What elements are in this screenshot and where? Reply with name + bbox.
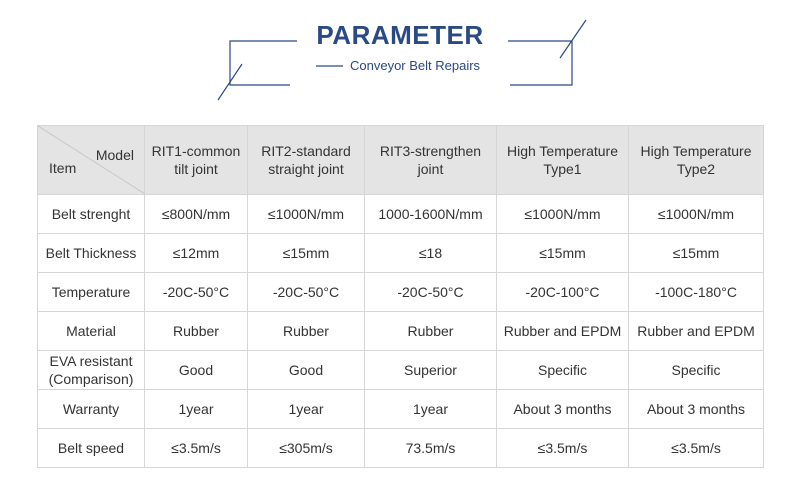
page-subtitle: Conveyor Belt Repairs [350, 58, 481, 73]
page-title: PARAMETER [316, 20, 484, 50]
table-cell: 1000-1600N/mm [365, 195, 497, 234]
table-header-row [38, 126, 764, 195]
table-cell: ≤15mm [629, 234, 764, 273]
table-row [38, 273, 764, 312]
table-cell: -20C-50°C [145, 273, 248, 312]
page-header [0, 0, 800, 110]
table-cell: ≤15mm [248, 234, 365, 273]
table-cell: ≤1000N/mm [629, 195, 764, 234]
table-cell: About 3 months [629, 390, 764, 429]
table-cell: ≤3.5m/s [629, 429, 764, 468]
row-label: Belt Thickness [38, 234, 145, 273]
header-frame-decoration [0, 0, 800, 110]
table-cell: Rubber and EPDM [497, 312, 629, 351]
table-cell: ≤305m/s [248, 429, 365, 468]
table-cell: ≤1000N/mm [497, 195, 629, 234]
table-cell: Specific [497, 351, 629, 390]
corner-header-cell [38, 126, 145, 195]
column-header: High Temperature Type2 [629, 126, 764, 195]
table-cell: Good [248, 351, 365, 390]
table-cell: ≤15mm [497, 234, 629, 273]
table-cell: -20C-50°C [248, 273, 365, 312]
table-cell: Good [145, 351, 248, 390]
table-cell: -20C-50°C [365, 273, 497, 312]
table-cell: Rubber [145, 312, 248, 351]
row-label: Material [38, 312, 145, 351]
column-header: RIT3-strengthen joint [365, 126, 497, 195]
table-row [38, 234, 764, 273]
corner-model-label: Model [95, 147, 134, 163]
table-cell: 1year [248, 390, 365, 429]
table-cell: ≤1000N/mm [248, 195, 365, 234]
table-cell: ≤18 [365, 234, 497, 273]
column-header: RIT2-standard straight joint [248, 126, 365, 195]
parameter-table [37, 125, 764, 468]
table-cell: 1year [365, 390, 497, 429]
table-cell: -20C-100°C [497, 273, 629, 312]
column-header: RIT1-common tilt joint [145, 126, 248, 195]
table-cell: Rubber [365, 312, 497, 351]
table-cell: 1year [145, 390, 248, 429]
table-row [38, 429, 764, 468]
parameter-table-container [37, 125, 763, 483]
table-cell: 73.5m/s [365, 429, 497, 468]
table-cell: Rubber and EPDM [629, 312, 764, 351]
table-cell: ≤3.5m/s [497, 429, 629, 468]
column-header: High Temperature Type1 [497, 126, 629, 195]
row-label: EVA resistant (Comparison) [38, 351, 145, 390]
row-label: Warranty [38, 390, 145, 429]
table-cell: -100C-180°C [629, 273, 764, 312]
table-cell: About 3 months [497, 390, 629, 429]
table-row [38, 390, 764, 429]
row-label: Temperature [38, 273, 145, 312]
table-cell: ≤12mm [145, 234, 248, 273]
table-cell: Superior [365, 351, 497, 390]
table-row [38, 351, 764, 390]
table-row [38, 195, 764, 234]
row-label: Belt strenght [38, 195, 145, 234]
corner-item-label: Item [49, 160, 77, 176]
table-row [38, 312, 764, 351]
table-cell: Rubber [248, 312, 365, 351]
table-cell: ≤3.5m/s [145, 429, 248, 468]
table-cell: ≤800N/mm [145, 195, 248, 234]
row-label: Belt speed [38, 429, 145, 468]
table-cell: Specific [629, 351, 764, 390]
